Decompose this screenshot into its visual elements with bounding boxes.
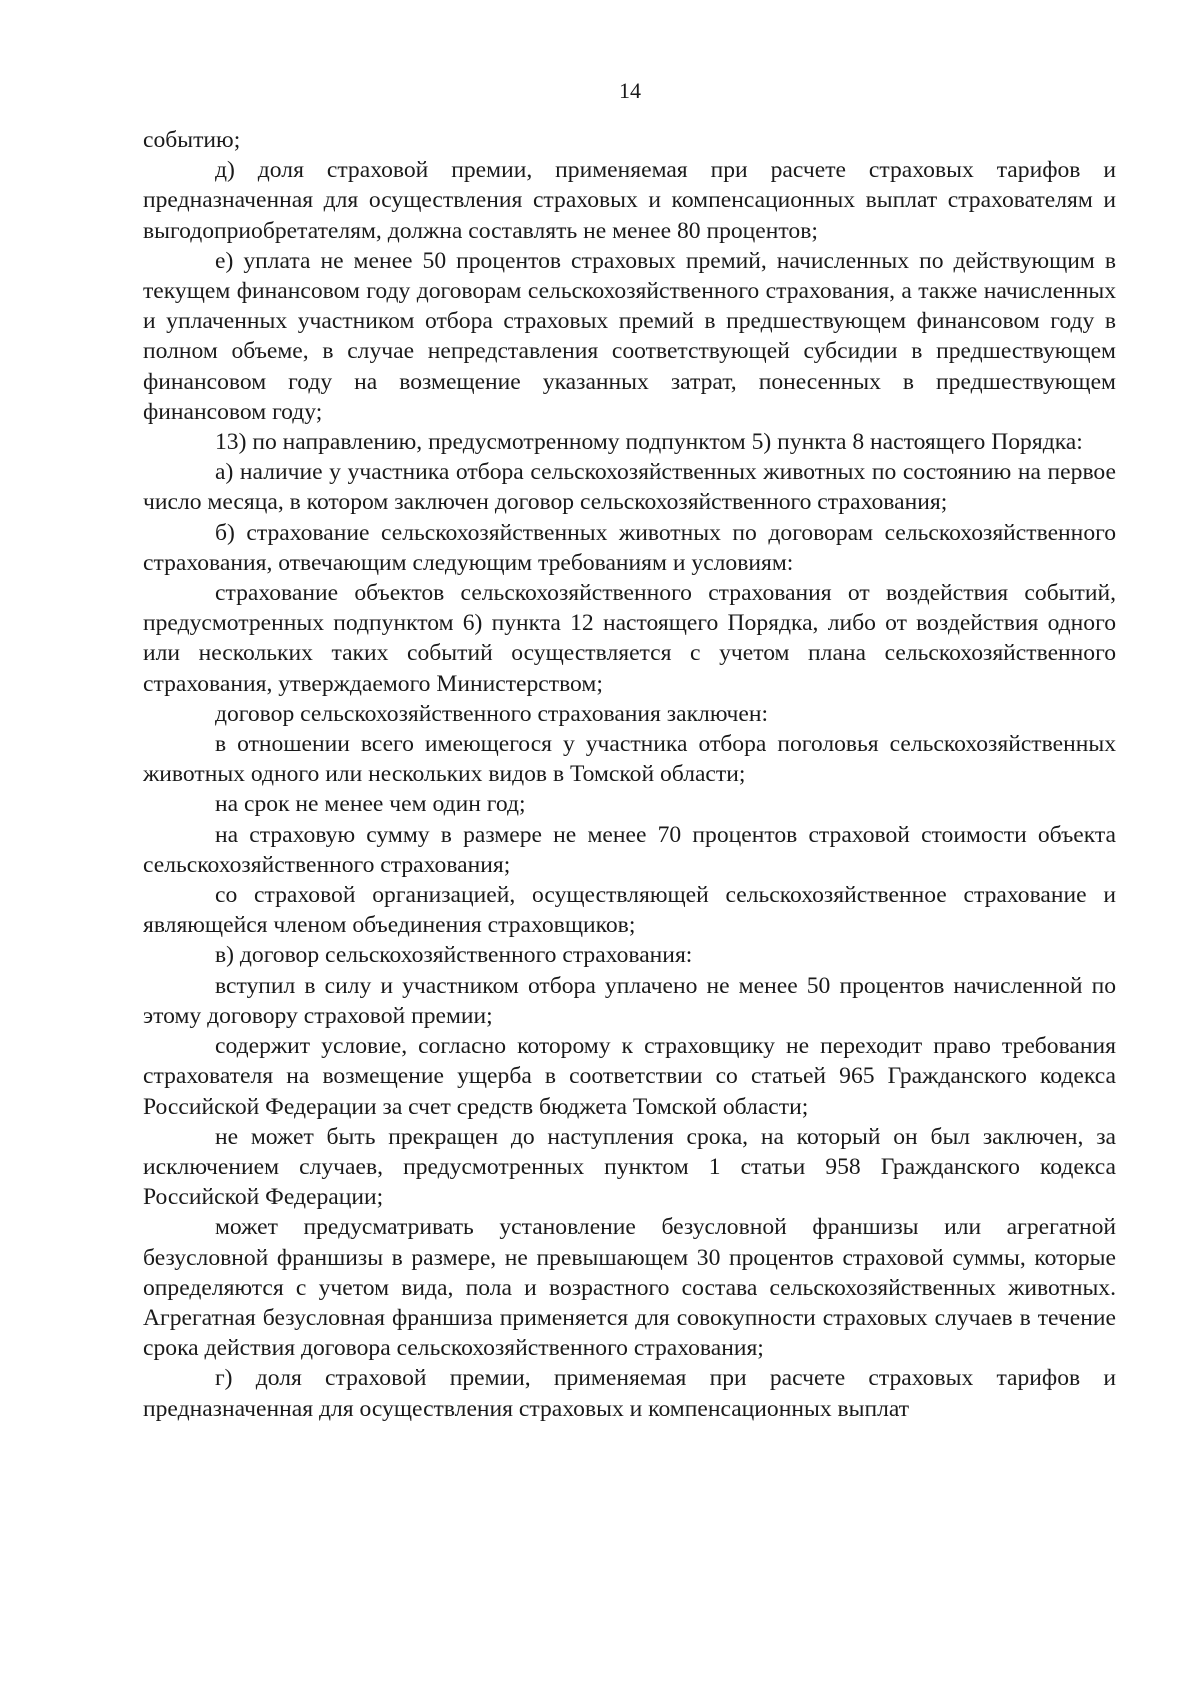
paragraph-in-force: вступил в силу и участником отбора уплачено не менее 50 процентов начисленной по этому договору страховой премии; [143,972,1116,1029]
paragraph-franchise: может предусматривать установление безусловной франшизы или агрегатной безусловной франшизы в размере, не превышающем 30 процентов страховой суммы, которые определяются с учетом вида, пола и возрастного состава сельскохозяйственных животных. Агрегатная безусловная франшиза применяется для совокупности страховых случаев в течение срока действия договора сельскохозяйственного страхования; [143,1214,1116,1362]
paragraph-subrogation: содержит условие, согласно которому к страховщику не переходит право требования страхователя на возмещение ущерба в соответствии со статьей 965 Гражданского кодекса Российской Федерации за счет средств бюджета Томской области; [143,1033,1116,1120]
paragraph-clause-13: 13) по направлению, предусмотренному подпунктом 5) пункта 8 настоящего Порядка: [215,429,1083,456]
document-body [143,125,1116,1424]
paragraph-insurer: со страховой организацией, осуществляющей сельскохозяйственное страхование и являющейся членом объединения страховщиков; [143,882,1116,939]
paragraph-item-v: в) договор сельскохозяйственного страхования: [215,942,693,969]
paragraph-item-b: б) страхование сельскохозяйственных животных по договорам сельскохозяйственного страхования, отвечающим следующим требованиям и условиям: [143,519,1116,576]
paragraph-termination: не может быть прекращен до наступления срока, на который он был заключен, за исключением случаев, предусмотренных пунктом 1 статьи 958 Гражданского кодекса Российской Федерации; [143,1123,1116,1211]
paragraph-contract-concluded: договор сельскохозяйственного страхования заключен: [215,700,769,727]
paragraph-item-d: д) доля страховой премии, применяемая при расчете страховых тарифов и предназначенная для осуществления страховых и компенсационных выплат страхователям и выгодоприобретателям, должна составлять не менее 80 процентов; [143,157,1116,244]
paragraph-continuation: событию; [143,127,241,153]
paragraph-sum-insured: на страховую сумму в размере не менее 70 процентов страховой стоимости объекта сельскохозяйственного страхования; [143,821,1116,878]
paragraph-item-a: а) наличие у участника отбора сельскохозяйственных животных по состоянию на первое число месяца, в котором заключен договор сельскохозяйственного страхования; [143,459,1116,516]
page-number: 14 [619,78,641,103]
paragraph-item-g: г) доля страховой премии, применяемая при расчете страховых тарифов и предназначенная для осуществления страховых и компенсационных выплат [143,1365,1116,1422]
paragraph-item-e: е) уплата не менее 50 процентов страховых премий, начисленных по действующим в текущем финансовом году договорам сельскохозяйственного страхования, а также начисленных и уплаченных участником отбора страховых премий в предшествующем финансовом году в полном объеме, в случае непредставления соответствующей субсидии в предшествующем финансовом году на возмещение указанных затрат, понесенных в предшествующем финансовом году; [143,247,1116,425]
paragraph-term: на срок не менее чем один год; [215,791,526,818]
paragraph-insurance-objects: страхование объектов сельскохозяйственного страхования от воздействия событий, предусмотренных подпунктом 6) пункта 12 настоящего Порядка, либо от воздействия одного или нескольких таких событий осуществляется с учетом плана сельскохозяйственного страхования, утверждаемого Министерством; [143,580,1116,697]
paragraph-livestock-scope: в отношении всего имеющегося у участника отбора поголовья сельскохозяйственных животных одного или нескольких видов в Томской области; [143,731,1116,788]
